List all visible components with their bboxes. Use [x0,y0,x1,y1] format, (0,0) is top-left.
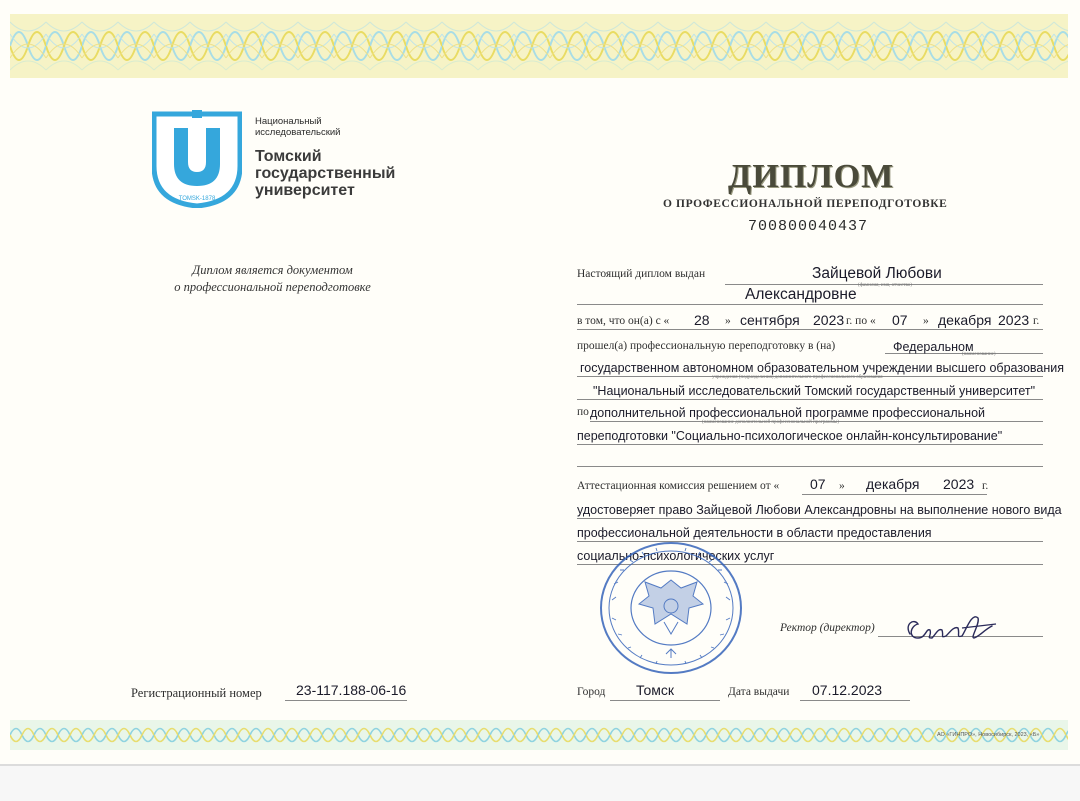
month-from: сентября [740,312,800,328]
official-seal-stamp [598,540,744,676]
scan-bottom-margin [0,764,1080,801]
date-label: Дата выдачи [728,686,790,698]
name-hint: (фамилия, имя, отчество) [858,283,912,288]
city-value: Томск [636,682,674,698]
month-to: декабря [938,312,992,328]
city-label: Город [577,686,606,698]
left-note: Диплом является документом о профессиональной переподготовке [174,263,371,294]
program-line2: переподготовки "Социально-психологическое онлайн-консультирование" [577,429,1003,443]
org-line3: "Национальный исследовательский Томский государственный университет" [593,384,1036,398]
org-line2: государственном автономном образовательном учреждении высшего образования [580,361,1065,375]
rector-signature [900,604,1000,650]
org-line1: Федеральном [893,340,974,354]
diploma-number: 700800040437 [748,218,869,235]
day-to: 07 [892,312,908,328]
reg-label: Регистрационный номер [131,686,262,700]
rector-label: Ректор (директор) [780,622,875,634]
commission-day: 07 [810,476,826,492]
issued-label: Настоящий диплом выдан [577,268,706,280]
recipient-name-line1: Зайцевой Любови [812,265,942,282]
year-to: 2023 [998,312,1030,328]
bottom-guilloche-border [10,720,1068,750]
university-descriptor: Национальный исследовательский [255,116,341,138]
commission-text3: социально-психологических услуг [577,549,775,563]
year-from: 2023 [813,312,845,328]
commission-text1: удостоверяет право Зайцевой Любови Александровны на выполнение нового вида [577,503,1062,517]
printer-imprint: АО «ГИНПРО», Новосибирск, 2023, «Б» [937,732,1040,738]
recipient-name-line2: Александровне [745,286,857,303]
day-from: 28 [694,312,710,328]
diploma-page: АО «ГИНПРО», Новосибирск, 2023, «Б» TOMSK-1878 Национальный исследовательский Томский государственный университет Диплом является документом о профессиональной переподготовке ДИПЛОМ О ПРОФЕССИОНАЛЬНОЙ ПЕРЕПОДГОТОВКЕ 700800040437 Настоящий диплом выдан Зайцевой Любови (фамилия, имя, отчество) Александровне в том, что он(а) с « 28 » сентября 2023 г. по « 07 » декабря 2023 г. прошел(а) профессиональную переподготовку в (на) Федеральном (наименование) государственном автономном образовательном учреждении высшего образования учреждения (подразделения) дополнительного профессионального образования "Национальный исследовательский Томский государственный университет" по дополнительной профессиональной программе профессиональной (наименование дополнительной профессиональной программы) переподготовки "Социально-психологическое онлайн-консультирование" Аттестационная комиссия решением от « 07 » декабря 2023 г. удостоверяет право Зайцевой Любови Александровны на выполнение нового вида профессиональной деятельности в области предоставления социально-психологических услуг Ректор (директор) Регистрационный номер 23-117.188-06-16 Город Томск Дата выдачи 07.12.2023 [0,0,1080,801]
issue-date: 07.12.2023 [812,682,883,698]
commission-text2: профессиональной деятельности в области предоставления [577,526,932,540]
top-guilloche-border [10,14,1068,78]
university-name: Томский государственный университет [255,148,396,199]
diploma-subtitle: О ПРОФЕССИОНАЛЬНОЙ ПЕРЕПОДГОТОВКЕ [663,198,948,210]
diploma-title: ДИПЛОМ [728,158,895,195]
period-prefix: в том, что он(а) с « [577,315,670,327]
commission-year: 2023 [943,476,975,492]
commission-label: Аттестационная комиссия решением от « [577,480,780,492]
tsu-logo [152,110,242,208]
logo-text: TOMSK-1878 [178,196,216,202]
commission-month: декабря [866,476,920,492]
study-label: прошел(а) профессиональную переподготовку в (на) [577,340,836,352]
program-line1: дополнительной профессиональной программе профессиональной [590,406,986,420]
reg-number: 23-117.188-06-16 [296,682,407,698]
